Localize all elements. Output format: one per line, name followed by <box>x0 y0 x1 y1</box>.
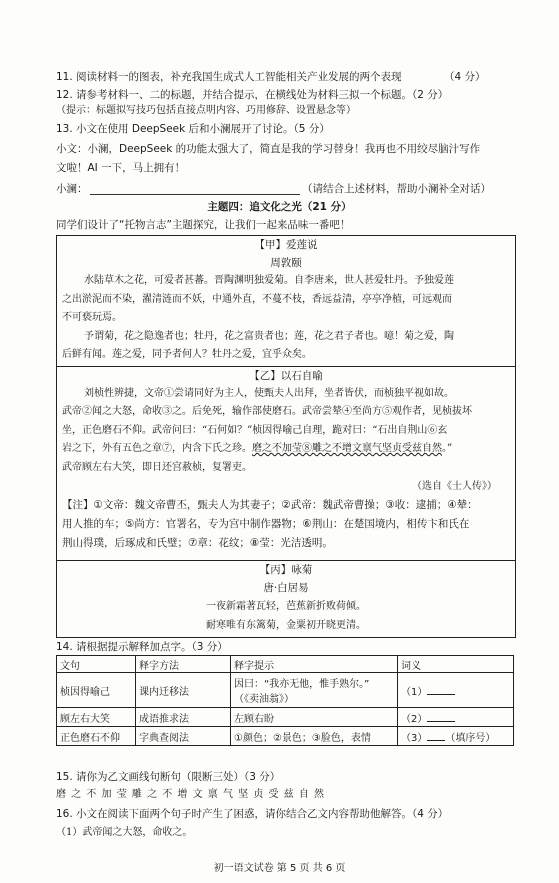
hint-cell: 因曰：“我亦无他，惟手熟尔。” （《卖油翁》） <box>231 673 398 708</box>
yi-line2: 武帝②闻之大怒，命收③之。后免死，输作部使磨石。武帝尝辇④至尚方⑤观作者，见桢拔坏 <box>62 406 472 417</box>
question-15: 15. 请你为乙文画线句断句（限断三处）（3 分） <box>56 771 281 783</box>
question-14: 14. 请根据提示解释加点字。（3 分） <box>56 641 228 653</box>
question-12-hint: （提示：标题拟写技巧包括直接点明内容、巧用修辞、设置悬念等） <box>56 105 356 116</box>
sentence-cell: 正色磨石不仰 <box>57 727 136 746</box>
answer-blank[interactable] <box>427 731 445 741</box>
table-header: 释字方法 <box>136 656 231 673</box>
table-row <box>57 708 514 727</box>
answer-cell[interactable]: （2） <box>398 708 514 727</box>
table-header: 文句 <box>57 656 136 673</box>
question-16-item-1: （1）武帝闻之大怒，命收之。 <box>56 827 193 838</box>
question-13: 13. 小文在使用 DeepSeek 后和小澜展开了讨论。（5 分） <box>56 123 330 135</box>
jia-p1-line1: 水陆草木之花，可爱者甚蕃。晋陶渊明独爱菊。自李唐来，世人甚爱牡丹。予独爱莲 <box>84 275 454 286</box>
page-footer: 初一语文试卷 第 5 页 共 6 页 <box>213 863 346 874</box>
yi-underlined-sentence: 磨之不加莹⑧雕之不增文禀气坚贞受兹自然 <box>252 443 442 454</box>
answer-blank[interactable] <box>427 712 455 722</box>
yi-line4-a: 岩之下，外有五色之章⑦，内含下氏之珍。 <box>62 443 252 454</box>
table-header-row <box>57 656 514 673</box>
yi-line4-c: 。” <box>442 443 453 454</box>
method-cell: 课内迁移法 <box>136 673 231 708</box>
sentence-cell: 顾左右大笑 <box>57 708 136 727</box>
bing-line2: 耐寒唯有东篱菊，金粟初开晓更清。 <box>206 620 366 631</box>
yi-line4 <box>62 442 452 456</box>
yi-source: （选自《士人传》） <box>412 481 497 492</box>
divider-jia-yi <box>56 366 516 367</box>
question-12: 12. 请参考材料一、二的标题，并结合提示，在横线处为材料三拟一个标题。（2 分） <box>56 89 449 101</box>
answer-cell[interactable]: （3） （填序号） <box>398 727 514 746</box>
q15-sentence: 磨 之 不 加 莹 雕 之 不 增 文 禀 气 坚 贞 受 兹 自 然 <box>56 789 326 800</box>
yi-note-line3: 荆山得璞，后琢成和氏璧；⑦章：花纹；⑧莹：光洁透明。 <box>62 537 333 549</box>
divider-yi-bing <box>56 560 516 561</box>
answer-blank[interactable] <box>427 685 455 695</box>
yi-line3: 坐，正色磨石不仰。武帝问曰：“石何如？”桢因得喻己自理，跪对曰：“石出自荆山⑥玄 <box>62 425 448 436</box>
yi-line1: 刘桢性辨捷，文帝①尝请同好为主人，使甄夫人出拜，坐者皆伏，而桢独平视如故。 <box>84 388 454 399</box>
bing-line1: 一夜新霜著瓦轻，芭蕉新折败荷倾。 <box>206 601 366 612</box>
table-header: 词义 <box>398 656 514 673</box>
hint-cell: 左顾右盼 <box>231 708 398 727</box>
dialogue-line-2: 文啦！AI 一下，马上拥有！ <box>56 162 186 174</box>
table-row <box>57 727 514 746</box>
bing-author: 唐·白居易 <box>263 582 309 594</box>
question-11-score: （4 分） <box>444 71 486 83</box>
bing-title: 【丙】咏菊 <box>259 564 313 576</box>
question-16: 16. 小文在阅读下面两个句子时产生了困惑，请你结合乙文内容帮助他解答。（4 分） <box>56 808 449 820</box>
jia-p1-line2: 之出淤泥而不染，濯清涟而不妖，中通外直，不蔓不枝，香远益清，亭亭净植，可远观而 <box>62 294 452 305</box>
yi-title: 【乙】以石自喻 <box>249 370 323 382</box>
jia-title: 【甲】爱莲说 <box>254 239 318 251</box>
dialogue-note: （请结合上述材料，帮助小澜补全对话） <box>302 183 491 195</box>
answer-cell[interactable]: （1） <box>398 673 514 708</box>
question-11: 11. 阅读材料一的图表，补充我国生成式人工智能相关产业发展的两个表现 <box>56 71 402 83</box>
answer-blank-13[interactable] <box>90 194 300 195</box>
jia-p1-line3: 不可亵玩焉。 <box>62 312 122 323</box>
dialogue-speaker: 小澜： <box>56 183 88 195</box>
sentence-cell: 桢因得喻己 <box>57 673 136 708</box>
method-cell: 字典查阅法 <box>136 727 231 746</box>
jia-p2-line1: 予谓菊，花之隐逸者也；牡丹，花之富贵者也；莲，花之君子者也。噫！菊之爱，陶 <box>84 331 454 342</box>
table-row <box>57 673 514 708</box>
theme-title: 主题四：追文化之光（21 分） <box>207 201 352 213</box>
method-cell: 成语推求法 <box>136 708 231 727</box>
jia-p2-line2: 后鲜有闻。莲之爱，同予者何人？牡丹之爱，宜乎众矣。 <box>62 349 312 360</box>
yi-line5: 武帝顾左右大笑，即日还宫赦桢，复署吏。 <box>62 462 252 473</box>
q14-table <box>56 655 514 746</box>
table-header: 释字提示 <box>231 656 398 673</box>
jia-author: 周敦颐 <box>270 257 302 269</box>
yi-note-line2: 用人推的车；⑤尚方：官署名，专为宫中制作器物；⑥荆山：在楚国境内，相传卞和氏在 <box>62 518 470 530</box>
theme-intro: 同学们设计了“托物言志”主题探究，让我们一起来品味一番吧！ <box>56 219 351 231</box>
yi-note-line1: 【注】①文帝：魏文帝曹丕，甄夫人为其妻子；②武帝：魏武帝曹操；③收：逮捕；④辇： <box>62 499 478 511</box>
dialogue-line-1: 小文：小澜，DeepSeek 的功能太强大了，简直是我的学习替身！我再也不用绞尽脑汁写作 <box>56 143 481 155</box>
hint-cell: ①颜色；②景色；③脸色，表情 <box>231 727 398 746</box>
